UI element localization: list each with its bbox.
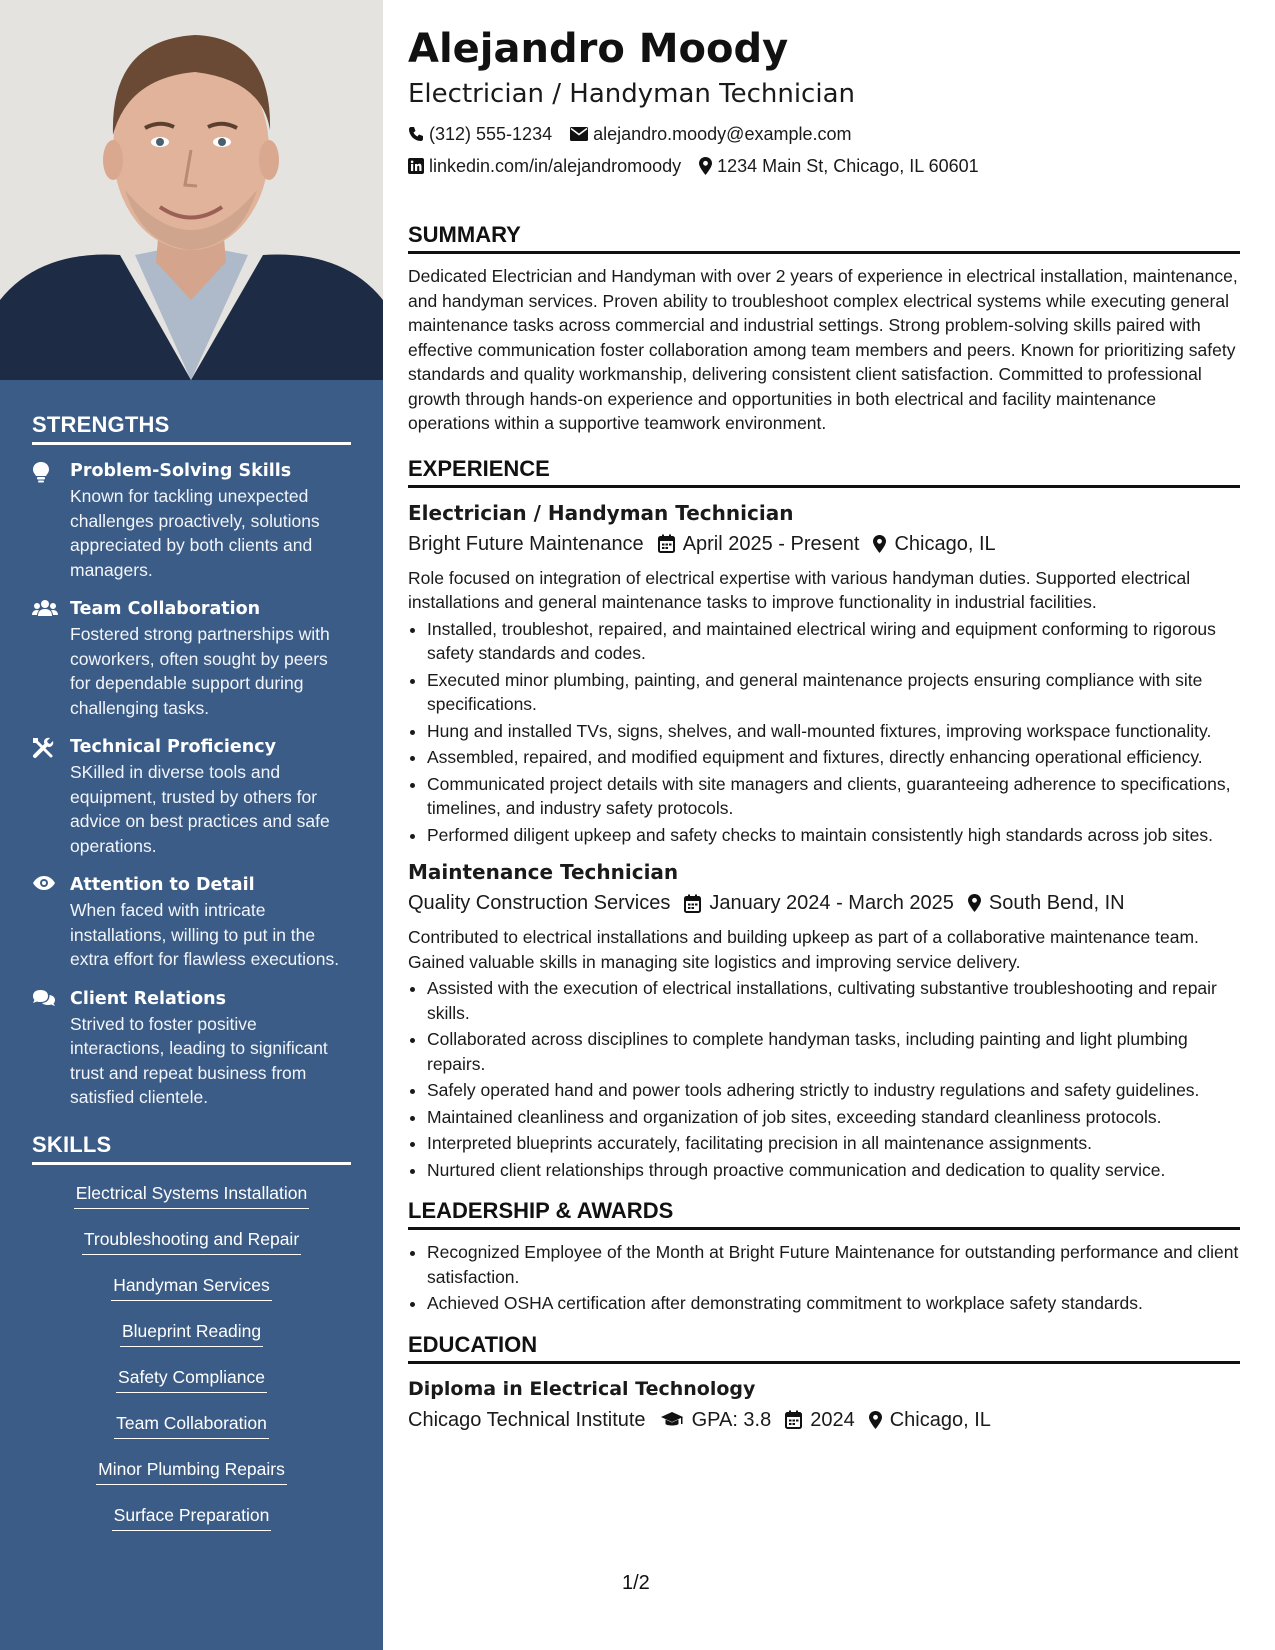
envelope-icon <box>570 127 588 141</box>
summary-section <box>408 220 1240 436</box>
job-location <box>873 528 995 560</box>
job-entry <box>408 857 1240 1182</box>
strength-description: SKilled in diverse tools and equipment, trusted by others for advice on best practices and safe operations. <box>70 762 330 856</box>
education-school: Chicago Technical Institute <box>408 1408 646 1431</box>
linkedin-url: linkedin.com/in/alejandromoody <box>429 156 682 176</box>
job-bullet: • Interpreted blueprints accurately, facilitating precision in all maintenance assignments. <box>427 1131 1240 1156</box>
candidate-name: Alejandro Moody <box>408 26 789 72</box>
main-content <box>408 22 1240 1442</box>
email-contact[interactable] <box>570 118 851 150</box>
skill-item: Troubleshooting and Repair <box>82 1227 301 1255</box>
contact-row <box>408 118 1240 150</box>
education-section <box>408 1330 1240 1436</box>
strength-title: Client Relations <box>70 988 227 1009</box>
job-dates <box>658 528 860 560</box>
strength-description: When faced with intricate installations, willing to put in the extra effort for flawless executions. <box>70 900 340 969</box>
job-meta <box>408 887 1240 919</box>
skill-item: Electrical Systems Installation <box>74 1181 309 1209</box>
strength-title: Attention to Detail <box>70 875 255 895</box>
contact-row <box>408 150 1240 182</box>
job-description: Role focused on integration of electrical expertise with various handyman duties. Supported electrical installations and general maintenance tasks to improve functionality in industrial facilities. <box>408 567 1191 612</box>
job-bullet: • Safely operated hand and power tools adhering strictly to industry regulations and safety guidelines. <box>427 1078 1240 1103</box>
map-marker-icon <box>873 535 886 553</box>
education-meta <box>408 1404 1240 1436</box>
calendar-icon <box>684 894 701 913</box>
skill-item: Minor Plumbing Repairs <box>96 1457 287 1485</box>
candidate-role: Electrician / Handyman Technician <box>408 79 855 109</box>
job-description: Contributed to electrical installations and building upkeep as part of a collaborative maintenance team. Gained valuable skills in managing site logistics and improving service delivery. <box>408 927 1199 972</box>
skill-item: Handyman Services <box>111 1273 272 1301</box>
job-title: Electrician / Handyman Technician <box>408 500 794 525</box>
job-bullets <box>408 976 1240 1182</box>
leadership-bullet: • Achieved OSHA certification after demonstrating commitment to workplace safety standards. <box>427 1291 1240 1316</box>
users-icon <box>32 597 70 720</box>
education-year-text: 2024 <box>810 1408 855 1431</box>
street-address: 1234 Main St, Chicago, IL 60601 <box>717 156 979 176</box>
job-bullet: • Installed, troubleshot, repaired, and maintained electrical wiring and equipment conforming to rigorous safety standards and codes. <box>427 617 1240 666</box>
education-year <box>785 1404 855 1436</box>
strength-title: Problem-Solving Skills <box>70 461 292 481</box>
eye-icon <box>32 873 70 972</box>
linkedin-contact[interactable] <box>408 150 681 182</box>
map-marker-icon <box>699 157 712 175</box>
leadership-bullets <box>408 1240 1240 1316</box>
sidebar <box>0 0 383 1650</box>
profile-photo <box>0 0 383 380</box>
map-marker-icon <box>869 1411 882 1429</box>
strength-item <box>32 597 351 720</box>
job-bullet: • Assisted with the execution of electrical installations, cultivating substantive troubleshooting and repair skills. <box>427 976 1240 1025</box>
map-marker-icon <box>968 894 981 912</box>
leadership-bullet: • Recognized Employee of the Month at Bright Future Maintenance for outstanding performance and client satisfaction. <box>427 1240 1240 1289</box>
experience-section <box>408 454 1240 1183</box>
strength-item <box>32 459 351 582</box>
education-degree: Diploma in Electrical Technology <box>408 1377 756 1400</box>
phone-icon <box>408 126 424 142</box>
experience-heading: EXPERIENCE <box>408 454 1240 488</box>
education-gpa <box>660 1404 772 1436</box>
leadership-section <box>408 1196 1240 1316</box>
job-company: Quality Construction Services <box>408 892 671 914</box>
skill-item: Safety Compliance <box>116 1365 267 1393</box>
skill-item: Team Collaboration <box>114 1411 269 1439</box>
job-bullet: • Nurtured client relationships through proactive communication and dedication to quality service. <box>427 1158 1240 1183</box>
job-title: Maintenance Technician <box>408 860 679 884</box>
strength-description: Known for tackling unexpected challenges proactively, solutions appreciated by both clients and managers. <box>70 486 320 580</box>
education-gpa-text: GPA: 3.8 <box>691 1408 772 1431</box>
job-dates-text: January 2024 - March 2025 <box>709 892 954 914</box>
page-number: 1/2 <box>622 1572 650 1594</box>
education-heading: EDUCATION <box>408 1330 1240 1364</box>
job-bullet: • Collaborated across disciplines to complete handyman tasks, including painting and light plumbing repairs. <box>427 1027 1240 1076</box>
graduation-cap-icon <box>660 1411 684 1428</box>
lightbulb-icon <box>32 459 70 582</box>
summary-text: Dedicated Electrician and Handyman with over 2 years of experience in electrical installation, maintenance, and handyman services. Proven ability to troubleshoot complex electrical systems while executing general maintenance tasks across commercial and industrial settings. Strong problem-solving skills paired with effective communication foster collaboration among team members and peers. Known for prioritizing safety standards and quality workmanship, delivering consistent client satisfaction. Committed to professional growth through hands-on experience and opportunities in both electrical and facility maintenance operations within a supportive teamwork environment. <box>408 266 1238 433</box>
job-bullet: • Hung and installed TVs, signs, shelves, and wall-mounted fixtures, improving workspace functionality. <box>427 719 1240 744</box>
education-location-text: Chicago, IL <box>889 1408 991 1431</box>
job-bullet: • Executed minor plumbing, painting, and general maintenance projects ensuring compliance with site specifications. <box>427 668 1240 717</box>
job-location <box>968 887 1125 919</box>
summary-heading: SUMMARY <box>408 220 1240 254</box>
linkedin-icon <box>408 158 424 174</box>
strength-title: Team Collaboration <box>70 599 261 619</box>
job-bullet: • Performed diligent upkeep and safety checks to maintain consistently high standards across job sites. <box>427 823 1240 848</box>
job-meta <box>408 528 1240 560</box>
strengths-heading: STRENGTHS <box>32 412 351 445</box>
job-bullet: • Maintained cleanliness and organization of job sites, exceeding standard cleanliness protocols. <box>427 1105 1240 1130</box>
strength-item <box>32 873 351 972</box>
strength-description: Fostered strong partnerships with coworkers, often sought by peers for dependable support during challenging tasks. <box>70 624 330 718</box>
tools-icon <box>32 735 70 858</box>
job-bullet: • Communicated project details with site managers and clients, guaranteeing adherence to specifications, timelines, and industry safety protocols. <box>427 772 1240 821</box>
phone-contact[interactable] <box>408 118 552 150</box>
job-dates <box>684 887 954 919</box>
calendar-icon <box>658 534 675 553</box>
email-address: alejandro.moody@example.com <box>593 124 852 144</box>
strength-item <box>32 987 351 1110</box>
skill-item: Surface Preparation <box>112 1503 272 1531</box>
sidebar-content <box>32 412 351 1549</box>
job-dates-text: April 2025 - Present <box>682 532 860 555</box>
skills-heading: SKILLS <box>32 1132 351 1165</box>
strength-description: Strived to foster positive interactions, leading to significant trust and repeat business from satisfied clientele. <box>70 1013 328 1107</box>
strength-title: Technical Proficiency <box>70 737 276 757</box>
comments-icon <box>32 987 70 1110</box>
phone-number: (312) 555-1234 <box>429 124 553 144</box>
address-contact <box>699 150 979 182</box>
job-location-text: South Bend, IN <box>988 892 1125 914</box>
job-company: Bright Future Maintenance <box>408 532 644 555</box>
job-location-text: Chicago, IL <box>894 532 996 555</box>
strength-item <box>32 735 351 858</box>
leadership-heading: LEADERSHIP & AWARDS <box>408 1196 1240 1230</box>
job-entry <box>408 498 1240 848</box>
skill-item: Blueprint Reading <box>120 1319 263 1347</box>
job-bullet: • Assembled, repaired, and modified equipment and fixtures, directly enhancing operational efficiency. <box>427 745 1240 770</box>
skills-list <box>32 1181 351 1549</box>
education-location <box>869 1404 991 1436</box>
job-bullets <box>408 617 1240 848</box>
calendar-icon <box>785 1410 802 1429</box>
